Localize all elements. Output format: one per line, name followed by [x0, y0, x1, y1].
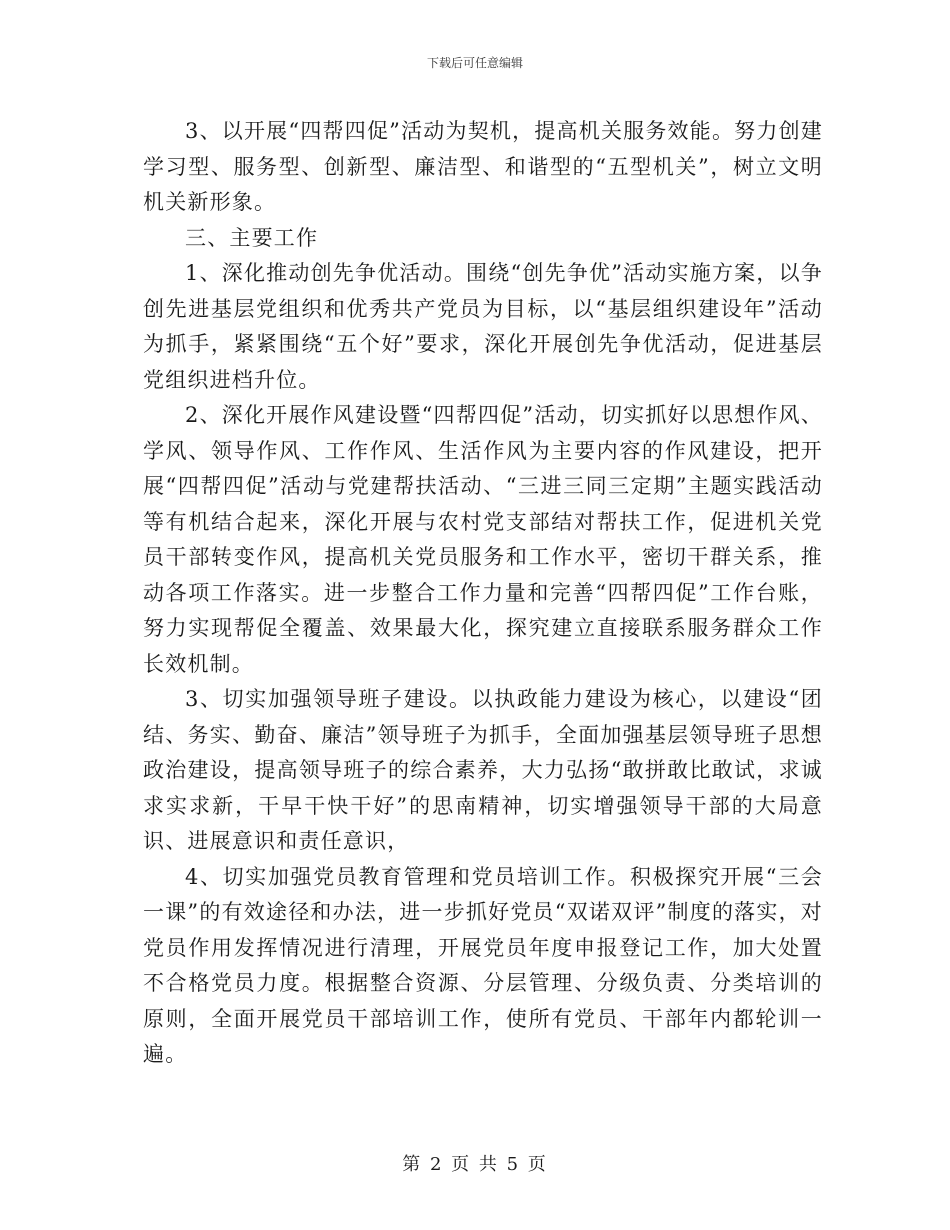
- paragraph-work-2: 2、深化开展作风建设暨“四帮四促”活动，切实抓好以思想作风、学风、领导作风、工作作风、生活作风为主要内容的作风建设，把开展“四帮四促”活动与党建帮扶活动、“三进三同三定期”主题实践活动等有机结合起来，深化开展与农村党支部结对帮扶工作，促进机关党员干部转变作风，提高机关党员服务和工作水平，密切干群关系，推动各项工作落实。进一步整合工作力量和完善“四帮四促”工作台账，努力实现帮促全覆盖、效果最大化，探究建立直接联系服务群众工作长效机制。: [143, 403, 823, 676]
- section-heading-main-work: 三、主要工作: [185, 225, 319, 250]
- page-footer-page-number: 第 2 页 共 5 页: [402, 1154, 548, 1175]
- document-body: [143, 114, 823, 1073]
- paragraph-work-3: 3、切实加强领导班子建设。以执政能力建设为核心，以建设“团结、务实、勤奋、廉洁”领导班子为抓手，全面加强基层领导班子思想政治建设，提高领导班子的综合素养，大力弘扬“敢拼敢比敢试，求诚求实求新，干早干快干好”的思南精神，切实增强领导干部的大局意识、进展意识和责任意识，: [143, 687, 823, 853]
- paragraph-work-1: 1、深化推动创先争优活动。围绕“创先争优”活动实施方案，以争创先进基层党组织和优秀共产党员为目标，以“基层组织建设年”活动为抓手，紧紧围绕“五个好”要求，深化开展创先争优活动，促进基层党组织进档升位。: [143, 261, 823, 392]
- paragraph-work-4: 4、切实加强党员教育管理和党员培训工作。积极探究开展“三会一课”的有效途径和办法，进一步抓好党员“双诺双评”制度的落实，对党员作用发挥情况进行清理，开展党员年度申报登记工作，加大处置不合格党员力度。根据整合资源、分层管理、分级负责、分类培训的原则，全面开展党员干部培训工作，使所有党员、干部年内都轮训一遍。: [143, 864, 823, 1066]
- page-header: 下载后可任意编辑: [426, 56, 523, 70]
- paragraph-goal-3: 3、以开展“四帮四促”活动为契机，提高机关服务效能。努力创建学习型、服务型、创新型、廉洁型、和谐型的“五型机关”，树立文明机关新形象。: [143, 119, 823, 214]
